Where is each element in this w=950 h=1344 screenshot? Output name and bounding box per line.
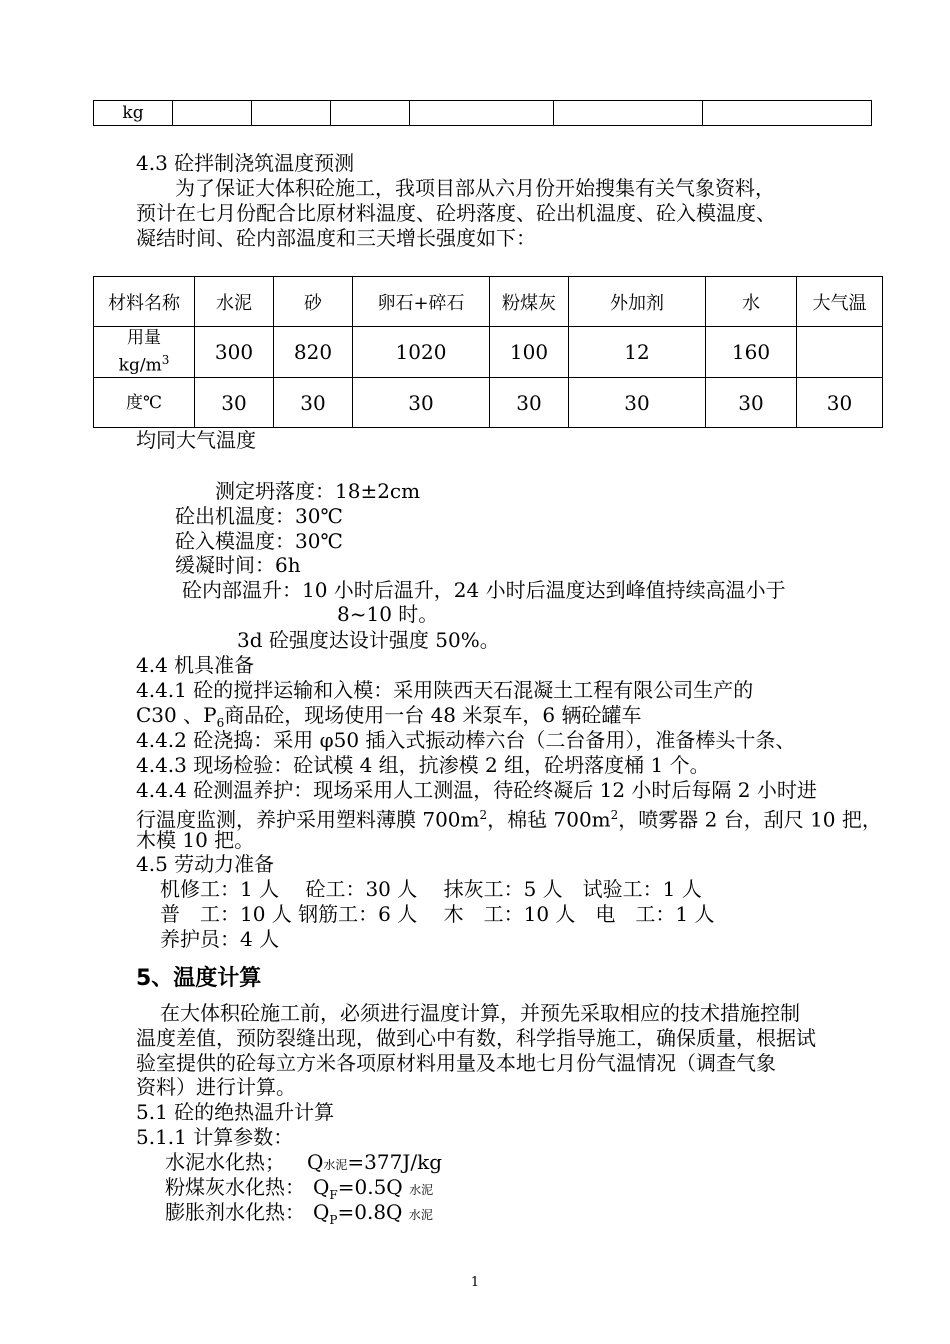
paragraph-line: 4.4.3 现场检验：砼试模 4 组，抗渗模 2 组，砼坍落度桶 1 个。 [136,753,710,777]
formula-flyash-heat: 粉煤灰水化热： $Q_F=0.5Q$ 水泥 [165,1175,434,1202]
param-rise: 砼内部温升：10 小时后温升，24 小时后温度达到峰值持续高温小于 [182,578,786,602]
section-5-1-title: 5.1 砼的绝热温升计算 [136,1100,335,1124]
header-cell: 水 [706,277,797,327]
paragraph-line: 温度差值，预防裂缝出现，做到心中有数，科学指导施工，确保质量，根据试 [136,1026,816,1050]
table-row-temperature [94,378,883,428]
page-number: 1 [470,1275,480,1290]
labor-row: 机修工：1 人 砼工：30 人 抹灰工：5 人 试验工：1 人 [160,877,702,901]
table-cell: 30 [706,378,797,428]
table-cell: 30 [274,378,353,428]
header-cell: 外加剂 [569,277,706,327]
paragraph-line: 木模 10 把。 [136,828,255,852]
labor-row: 普 工：10 人 钢筋工：6 人 木 工：10 人 电 工：1 人 [160,902,715,926]
section-5-title: 5、温度计算 [136,966,262,991]
paragraph-line: 4.4.4 砼测温养护：现场采用人工测温，待砼终凝后 12 小时后每隔 2 小时进 [136,778,817,802]
table-cell: 30 [490,378,569,428]
row-label-temperature: 度℃ [94,378,195,428]
table-cell: 300 [195,327,274,378]
header-cell: 大气温 [797,277,883,327]
paragraph-line: 4.4.2 砼浇捣：采用 φ50 插入式振动棒六台（二台备用），准备棒头十条、 [136,728,796,752]
empty-cell [410,101,554,126]
paragraph-line: 验室提供的砼每立方米各项原材料用量及本地七月份气温情况（调查气象 [136,1051,776,1075]
paragraph-line: C30 、$P_6$商品砼，现场使用一台 48 米泵车，6 辆砼罐车 [136,703,642,730]
empty-cell [252,101,331,126]
paragraph-line: 资料）进行计算。 [136,1075,296,1099]
row-label-usage: 用量 $kg/m^3$ [94,327,195,378]
section-4-3-title: 4.3 砼拌制浇筑温度预测 [136,151,355,175]
mix-temperature-table [93,276,883,428]
labor-row: 养护员：4 人 [160,927,280,951]
header-cell: 粉煤灰 [490,277,569,327]
table-cell [797,327,883,378]
table-cell: 1020 [353,327,490,378]
empty-cell [331,101,410,126]
formula-expansion-heat: 膨胀剂水化热： $Q_P=0.8Q$ 水泥 [165,1200,433,1227]
param-in-temp: 砼入模温度：30℃ [175,529,343,553]
header-cell: 材料名称 [94,277,195,327]
unit-cell: kg [94,101,173,126]
section-4-5-title: 4.5 劳动力准备 [136,852,275,876]
paragraph-line: 4.4.1 砼的搅拌运输和入模：采用陕西天石混凝土工程有限公司生产的 [136,678,754,702]
paragraph-line: 预计在七月份配合比原材料温度、砼坍落度、砼出机温度、砼入模温度、 [136,201,776,225]
empty-cell [554,101,703,126]
table-cell: 30 [797,378,883,428]
table-header-row [94,277,883,327]
table-note: 均同大气温度 [136,428,256,452]
empty-cell [703,101,872,126]
param-slump: 测定坍落度：18±2cm [215,479,421,503]
header-cell: 水泥 [195,277,274,327]
table-row-usage [94,327,883,378]
paragraph-line: 行温度监测，养护采用塑料薄膜 $700m^2$，棉毡 $700m^2$，喷雾器 2 台，刮尺 10 把， [136,807,882,832]
section-4-4-title: 4.4 机具准备 [136,653,255,677]
paragraph-line: 在大体积砼施工前，必须进行温度计算，并预先采取相应的技术措施控制 [160,1001,800,1025]
top-table-fragment [93,100,872,126]
table-cell: 30 [195,378,274,428]
table-cell: 30 [569,378,706,428]
param-out-temp: 砼出机温度：30℃ [175,504,343,528]
param-retard: 缓凝时间：6h [175,553,301,577]
table-cell: 160 [706,327,797,378]
paragraph-line: 为了保证大体积砼施工，我项目部从六月份开始搜集有关气象资料， [175,176,775,200]
param-strength: 3d 砼强度达设计强度 50%。 [237,628,500,652]
table-cell: 100 [490,327,569,378]
empty-cell [173,101,252,126]
table-cell: 12 [569,327,706,378]
formula-cement-heat: 水泥水化热； Q水泥=377J/kg [165,1150,443,1174]
section-5-1-1-title: 5.1.1 计算参数： [136,1125,294,1149]
table-cell: 820 [274,327,353,378]
param-rise-cont: 8~10 时。 [337,602,439,626]
table-cell: 30 [353,378,490,428]
header-cell: 卵石+碎石 [353,277,490,327]
paragraph-line: 凝结时间、砼内部温度和三天增长强度如下： [136,226,536,250]
header-cell: 砂 [274,277,353,327]
